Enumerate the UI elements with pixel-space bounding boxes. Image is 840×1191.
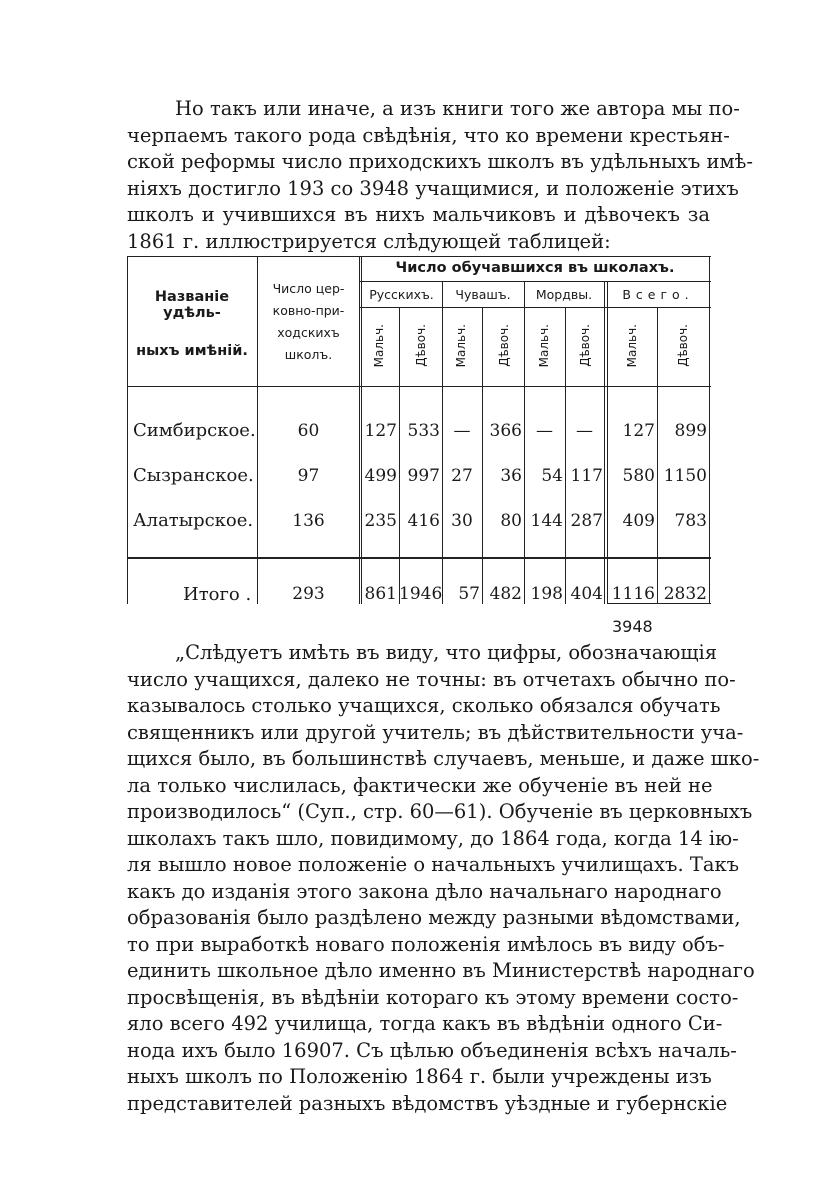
body-line: ля вышло новое положеніе о начальныхъ училищахъ. Такъ: [127, 853, 740, 876]
row-name: Алатырское.: [133, 510, 254, 531]
body-line: просвѣщенія, въ вѣдѣніи котораго къ этому времени состо-: [127, 985, 739, 1009]
cell-value: —: [453, 421, 471, 441]
total-value: 482: [489, 584, 522, 604]
group-russians: Русскихъ.: [369, 287, 434, 302]
col-rule: [482, 307, 483, 604]
name-column-header: [127, 289, 257, 359]
body-line: щихся было, въ большинствѣ случаевъ, меньше, и даже шко-: [127, 747, 760, 770]
table-total-rule: [127, 557, 711, 559]
body-line: какъ до изданія этого закона дѣло начальнаго народнаго: [127, 879, 722, 903]
sub-header-girls: Дѣвоч.: [676, 324, 690, 367]
sub-header-girls: Дѣвоч.: [578, 324, 592, 367]
schools-header-line: ковно-при-: [272, 303, 345, 318]
subgroup-header-rule: [359, 307, 711, 308]
row-schools: 136: [292, 511, 325, 531]
col-rule: [657, 307, 658, 604]
intro-line: ніяхъ достигло 193 со 3948 учащимися, и положеніе этихъ: [127, 176, 739, 200]
body-line: ла только числилась, фактически же обученіе въ ней не: [127, 773, 713, 797]
table-right-rule: [709, 256, 710, 604]
body-line: яло всего 492 училища, тогда какъ въ вѣдѣніи одного Си-: [127, 1012, 723, 1035]
cell-value: 580: [622, 466, 655, 486]
total-value: 1946: [399, 584, 443, 604]
col-rule: [524, 281, 525, 604]
cell-value: 127: [364, 421, 397, 441]
col-rule: [607, 281, 608, 604]
cell-value: —: [536, 421, 553, 441]
cell-value: 27: [451, 466, 473, 486]
schools-column-header: [258, 278, 359, 366]
schools-header-line: Число цер-: [272, 281, 345, 296]
schools-header-line: школъ.: [284, 347, 333, 362]
body-line: единить школьное дѣло именно въ Министерствѣ народнаго: [127, 959, 755, 982]
sub-header-boys: Мальч.: [537, 324, 551, 368]
intro-line: черпаемъ такого рода свѣдѣнія, что ко времени крестьян-: [127, 123, 730, 147]
intro-line: школъ и учившихся въ нихъ мальчиковъ и дѣвочекъ за: [127, 203, 710, 226]
cell-value: 416: [407, 511, 440, 531]
body-line: число учащихся, далеко не точны: въ отчетахъ обычно по-: [127, 667, 736, 691]
body-line: представителей разныхъ вѣдомствъ уѣздные и губернскіе: [127, 1091, 728, 1115]
grand-total-rule: [607, 603, 711, 604]
cell-value: 409: [622, 511, 655, 531]
body-line: священникъ или другой учитель; въ дѣйствительности уча-: [127, 720, 744, 744]
body-line: образованія было раздѣлено между разными вѣдомствами,: [127, 906, 741, 929]
intro-paragraph: [127, 96, 754, 255]
cell-value: 30: [451, 511, 473, 531]
col-rule: [359, 256, 360, 604]
body-paragraph: [127, 640, 760, 1117]
body-line: „Слѣдуетъ имѣть въ виду, что цифры, обозначающія: [175, 641, 718, 664]
total-value: 861: [364, 584, 397, 604]
total-value: 57: [458, 584, 480, 604]
cell-value: 533: [407, 421, 440, 441]
body-line: казывалось столько учащихся, сколько обязался обучать: [127, 694, 721, 717]
cell-value: 899: [674, 421, 707, 441]
name-header-line: ныхъ имѣній.: [136, 343, 248, 359]
col-rule: [565, 307, 566, 604]
table-header-rule: [127, 386, 711, 387]
body-line: нода ихъ было 16907. Съ цѣлью объединенія всѣхъ началь-: [127, 1038, 737, 1062]
cell-value: 117: [570, 466, 603, 486]
cell-value: 1150: [663, 466, 707, 486]
cell-value: 80: [500, 511, 522, 531]
group-mordva: Мордвы.: [535, 287, 593, 302]
sub-header-boys: Мальч.: [625, 324, 639, 368]
group-header-rule: [359, 281, 711, 282]
table-top-rule: [127, 256, 711, 257]
cell-value: —: [576, 421, 593, 441]
sub-header-girls: Дѣвоч.: [414, 324, 428, 367]
sub-header-girls: Дѣвоч.: [497, 324, 511, 367]
group-chuvash: Чувашъ.: [455, 287, 511, 302]
total-value: 198: [530, 584, 563, 604]
total-label: Итого .: [183, 584, 252, 605]
name-header-line: Названіе удѣль-: [154, 289, 230, 321]
col-rule: [399, 307, 400, 604]
sub-header-boys: Мальч.: [454, 324, 468, 368]
total-value: 1116: [611, 584, 655, 604]
cell-value: 235: [364, 511, 397, 531]
body-line: то при выработкѣ новаго положенія имѣлось въ виду объ-: [127, 932, 725, 956]
intro-line: ской реформы число приходскихъ школъ въ удѣльныхъ имѣ-: [127, 150, 754, 173]
cell-value: 366: [489, 421, 522, 441]
col-rule: [442, 281, 443, 604]
row-schools: 60: [297, 421, 320, 441]
cell-value: 36: [500, 466, 522, 486]
intro-line: 1861 г. иллюстрируется слѣдующей таблицей:: [127, 229, 611, 253]
row-name: Сызранское.: [133, 465, 254, 486]
row-name: Симбирское.: [133, 420, 256, 441]
cell-value: 783: [674, 511, 707, 531]
cell-value: 54: [541, 466, 563, 486]
grand-total: 3948: [612, 617, 653, 636]
schools-table: [127, 256, 711, 604]
body-line: ныхъ школъ по Положенію 1864 г. были учреждены изъ: [127, 1065, 712, 1088]
body-line: школахъ такъ шло, повидимому, до 1864 года, когда 14 ію-: [127, 826, 739, 850]
cell-value: 127: [622, 421, 655, 441]
total-schools: 293: [292, 584, 325, 604]
cell-value: 144: [530, 511, 563, 531]
total-value: 404: [570, 584, 603, 604]
col-rule: [604, 281, 605, 604]
body-line: производилось“ (Суп., стр. 60—61). Обученіе въ церковныхъ: [127, 800, 753, 823]
group-total: Всего.: [622, 287, 694, 302]
schools-header-line: ходскихъ: [277, 325, 340, 340]
total-value: 2832: [663, 584, 707, 604]
cell-value: 287: [570, 511, 603, 531]
row-schools: 97: [297, 466, 320, 486]
sub-header-boys: Мальч.: [372, 324, 386, 368]
cell-value: 997: [407, 466, 440, 486]
intro-line: Но такъ или иначе, а изъ книги того же автора мы по-: [175, 97, 740, 120]
students-group-header: Число обучавшихся въ школахъ.: [395, 260, 675, 276]
cell-value: 499: [364, 466, 397, 486]
